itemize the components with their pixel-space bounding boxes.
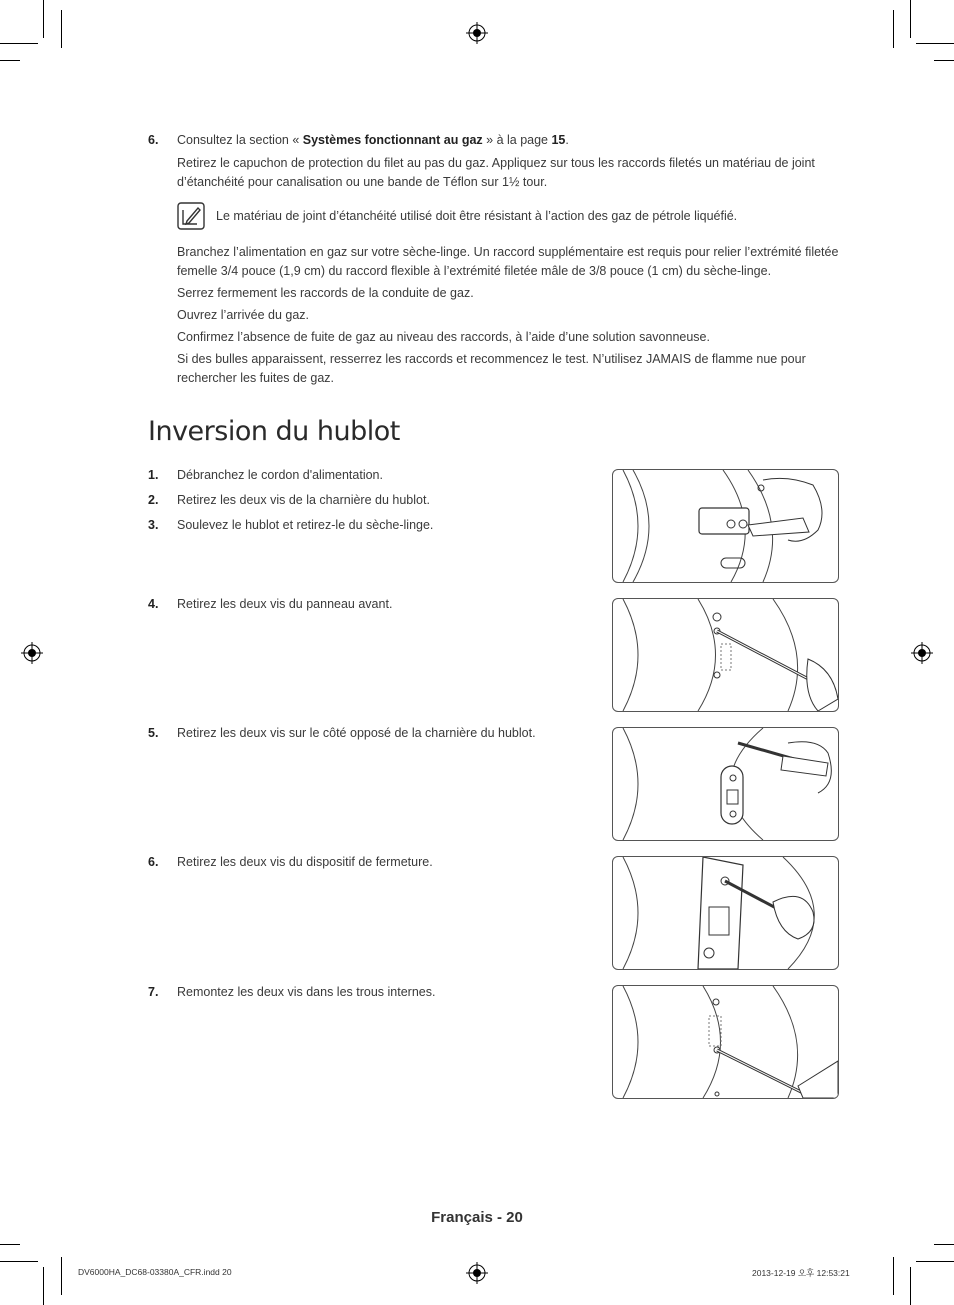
- front-panel-screws-illustration: [612, 598, 839, 712]
- page-number: Français - 20: [431, 1209, 523, 1226]
- paragraph: Si des bulles apparaissent, resserrez les raccords et recommencez le test. N’utilisez JAMAIS de flamme nue pour rechercher les fuites de gaz.: [177, 352, 806, 385]
- registration-mark-icon: [466, 22, 488, 44]
- opposite-hinge-screws-illustration: [612, 727, 839, 841]
- paragraph: Confirmez l’absence de fuite de gaz au niveau des raccords, à l’aide d’une solution savonneuse.: [177, 330, 710, 344]
- paragraph: Serrez fermement les raccords de la conduite de gaz.: [177, 286, 474, 300]
- step-text: Soulevez le hublot et retirez-le du sèche-linge.: [177, 518, 434, 532]
- step6-cap-instructions: Retirez le capuchon de protection du filet au pas du gaz. Appliquez sur tous les raccords filetés un matériau de joint d’étanchéité pour canalisation ou une bande de Téflon sur 1½ tour.: [177, 156, 815, 189]
- section-title: Inversion du hublot: [148, 416, 400, 447]
- file-slug: DV6000HA_DC68-03380A_CFR.indd 20: [78, 1267, 232, 1277]
- latch-screws-illustration: [612, 856, 839, 970]
- gas-connection-paragraphs: [177, 243, 847, 388]
- registration-mark-icon: [466, 1262, 488, 1284]
- step-number: 3.: [148, 518, 159, 532]
- step-number: 7.: [148, 985, 159, 999]
- step-number: 2.: [148, 493, 159, 507]
- paragraph: Ouvrez l’arrivée du gaz.: [177, 308, 310, 322]
- section-reference: Systèmes fonctionnant au gaz: [302, 133, 483, 147]
- step-text: Retirez les deux vis de la charnière du hublot.: [177, 493, 430, 507]
- registration-mark-icon: [21, 642, 43, 664]
- step-text: Remontez les deux vis dans les trous internes.: [177, 985, 436, 999]
- step-text: Débranchez le cordon d'alimentation.: [177, 468, 383, 482]
- step-number: 6.: [148, 133, 159, 147]
- paragraph: Branchez l’alimentation en gaz sur votre sèche-linge. Un raccord supplémentaire est requis pour relier l’extrémité filetée femelle 3/4 pouce (1,9 cm) du raccord flexible à l’extrémité filetée mâle de 3/8 pouce (1 cm) du sèche-linge.: [177, 245, 839, 278]
- step-number: 6.: [148, 855, 159, 869]
- note-text: Le matériau de joint d’étanchéité utilisé doit être résistant à l’action des gaz de pétrole liquéfié.: [216, 209, 738, 223]
- step-number: 5.: [148, 726, 159, 740]
- note-pencil-icon: [177, 202, 205, 230]
- reinstall-screws-illustration: [612, 985, 839, 1099]
- hinge-screws-illustration: [612, 469, 839, 583]
- step-text: Retirez les deux vis du dispositif de fermeture.: [177, 855, 433, 869]
- page-reference: 15: [551, 133, 566, 147]
- step-text: Retirez les deux vis sur le côté opposé de la charnière du hublot.: [177, 726, 536, 740]
- step6-first-line: Consultez la section « Systèmes fonctionnant au gaz » à la page 15.: [177, 133, 569, 147]
- step-text: Retirez les deux vis du panneau avant.: [177, 597, 393, 611]
- step-number: 4.: [148, 597, 159, 611]
- registration-mark-icon: [911, 642, 933, 664]
- timestamp-slug: 2013-12-19 오후 12:53:21: [752, 1268, 850, 1278]
- step-number: 1.: [148, 468, 159, 482]
